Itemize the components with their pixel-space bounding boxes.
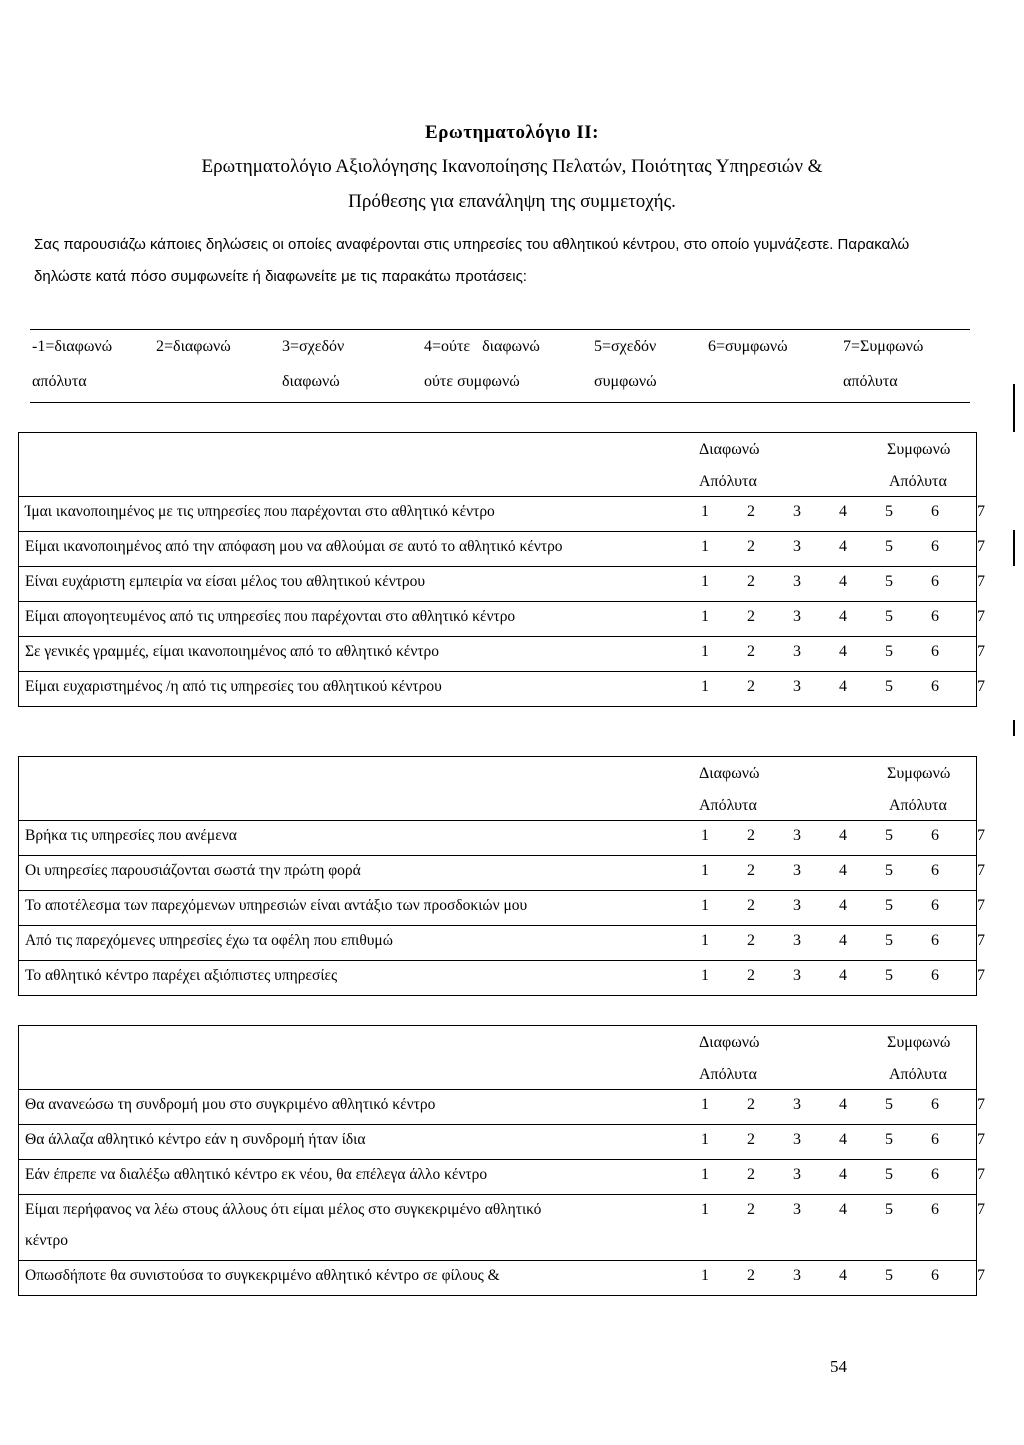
rating-option-4[interactable]: 4: [839, 1267, 847, 1284]
rating-option-4[interactable]: 4: [839, 503, 847, 520]
rating-option-2[interactable]: 2: [747, 503, 755, 520]
table-row: [19, 671, 985, 706]
document-subtitle-line2: Πρόθεσης για επανάληψη της συμμετοχής.: [348, 191, 676, 212]
rating-option-3[interactable]: 3: [793, 932, 801, 949]
rating-option-2[interactable]: 2: [747, 1201, 755, 1218]
rating-option-4[interactable]: 4: [839, 862, 847, 879]
scan-edge-mark: [1013, 720, 1015, 736]
rating-option-7[interactable]: 7: [977, 643, 985, 660]
table-row: [19, 636, 985, 671]
header-disagree-absolutely-label: Απόλυτα: [699, 1066, 757, 1083]
rating-option-1[interactable]: 1: [701, 897, 709, 914]
statement-text: Είναι ευχάριστη εμπειρία να είσαι μέλος του αθλητικού κέντρου: [25, 573, 426, 590]
rating-option-4[interactable]: 4: [839, 1131, 847, 1148]
scale-1-sublabel: απόλυτα: [32, 373, 87, 390]
rating-option-1[interactable]: 1: [701, 608, 709, 625]
rating-option-6[interactable]: 6: [931, 643, 939, 660]
statement-text: Ίμαι ικανοποιημένος με τις υπηρεσίες που παρέχονται στο αθλητικό κέντρο: [25, 503, 495, 520]
rating-option-2[interactable]: 2: [747, 643, 755, 660]
table-row: [19, 1124, 985, 1159]
rating-option-4[interactable]: 4: [839, 1201, 847, 1218]
scale-4-label: 4=ούτε διαφωνώ: [424, 338, 540, 355]
rating-option-1[interactable]: 1: [701, 827, 709, 844]
rating-option-2[interactable]: 2: [747, 538, 755, 555]
intro-text-line1: Σας παρουσιάζω κάποιες δηλώσεις οι οποίες αναφέρονται στις υπηρεσίες του αθλητικού κέντρου, στο οποίο γυμνάζεστε. Παρακαλώ: [34, 236, 910, 253]
scale-bottom-rule: [30, 402, 970, 403]
rating-option-3[interactable]: 3: [793, 643, 801, 660]
statement-text: Βρήκα τις υπηρεσίες που ανέμενα: [25, 827, 237, 844]
scale-1-label: -1=διαφωνώ: [32, 338, 113, 355]
header-agree-label: Συμφωνώ: [887, 1034, 951, 1051]
table-row: [19, 531, 985, 566]
rating-option-2[interactable]: 2: [747, 862, 755, 879]
rating-option-1[interactable]: 1: [701, 932, 709, 949]
table-row: [19, 960, 985, 995]
rating-option-3[interactable]: 3: [793, 862, 801, 879]
rating-option-6[interactable]: 6: [931, 1096, 939, 1113]
rating-option-5[interactable]: 5: [885, 1267, 893, 1284]
rating-option-7[interactable]: 7: [977, 897, 985, 914]
rating-option-1[interactable]: 1: [701, 538, 709, 555]
rating-option-3[interactable]: 3: [793, 1267, 801, 1284]
rating-option-1[interactable]: 1: [701, 573, 709, 590]
rating-option-5[interactable]: 5: [885, 1201, 893, 1218]
rating-option-7[interactable]: 7: [977, 503, 985, 520]
rating-option-7[interactable]: 7: [977, 827, 985, 844]
statement-text: Οπωσδήποτε θα συνιστούσα το συγκεκριμένο αθλητικό κέντρο σε φίλους &: [25, 1267, 500, 1284]
rating-option-7[interactable]: 7: [977, 1201, 985, 1218]
table-row: [19, 1089, 985, 1124]
statement-text: Θα ανανεώσω τη συνδρομή μου στο συγκριμένο αθλητικό κέντρο: [25, 1096, 436, 1113]
rating-option-7[interactable]: 7: [977, 1131, 985, 1148]
scale-5-sublabel: συμφωνώ: [594, 373, 657, 390]
rating-option-5[interactable]: 5: [885, 538, 893, 555]
statement-text: Είμαι απογοητευμένος από τις υπηρεσίες που παρέχονται στο αθλητικό κέντρο: [25, 608, 516, 625]
rating-option-7[interactable]: 7: [977, 1166, 985, 1183]
rating-option-7[interactable]: 7: [977, 967, 985, 984]
header-disagree-absolutely-label: Απόλυτα: [699, 473, 757, 490]
rating-option-2[interactable]: 2: [747, 678, 755, 695]
rating-option-3[interactable]: 3: [793, 967, 801, 984]
table-header: [19, 1026, 976, 1089]
statement-text: Το αποτέλεσμα των παρεχόμενων υπηρεσιών είναι αντάξιο των προσδοκιών μου: [25, 897, 528, 914]
rating-option-6[interactable]: 6: [931, 897, 939, 914]
document-title: Ερωτηματολόγιο II:: [425, 122, 599, 143]
rating-option-7[interactable]: 7: [977, 538, 985, 555]
table-row: [19, 925, 985, 960]
rating-option-2[interactable]: 2: [747, 827, 755, 844]
rating-option-4[interactable]: 4: [839, 1166, 847, 1183]
rating-option-5[interactable]: 5: [885, 1166, 893, 1183]
rating-option-3[interactable]: 3: [793, 573, 801, 590]
rating-option-5[interactable]: 5: [885, 1131, 893, 1148]
header-disagree-label: Διαφωνώ: [699, 1034, 760, 1051]
rating-option-4[interactable]: 4: [839, 538, 847, 555]
statement-text: Εάν έπρεπε να διαλέξω αθλητικό κέντρο εκ νέου, θα επέλεγα άλλο κέντρο: [25, 1166, 488, 1183]
rating-option-7[interactable]: 7: [977, 932, 985, 949]
rating-option-1[interactable]: 1: [701, 678, 709, 695]
rating-option-3[interactable]: 3: [793, 503, 801, 520]
statement-text: Οι υπηρεσίες παρουσιάζονται σωστά την πρώτη φορά: [25, 862, 361, 879]
scale-7-sublabel: απόλυτα: [843, 373, 898, 390]
rating-option-1[interactable]: 1: [701, 1166, 709, 1183]
rating-option-1[interactable]: 1: [701, 1131, 709, 1148]
scale-5-label: 5=σχεδόν: [594, 338, 657, 355]
table-header: [19, 757, 976, 820]
scale-3-sublabel: διαφωνώ: [282, 373, 340, 390]
header-disagree-absolutely-label: Απόλυτα: [699, 797, 757, 814]
rating-option-1[interactable]: 1: [701, 1096, 709, 1113]
table-row: [19, 566, 985, 601]
rating-option-5[interactable]: 5: [885, 897, 893, 914]
statement-text: Από τις παρεχόμενες υπηρεσίες έχω τα οφέλη που επιθυμώ: [25, 932, 393, 949]
header-agree-label: Συμφωνώ: [887, 765, 951, 782]
rating-option-4[interactable]: 4: [839, 643, 847, 660]
rating-option-6[interactable]: 6: [931, 538, 939, 555]
table-row: [19, 1159, 985, 1194]
header-agree-label: Συμφωνώ: [887, 441, 951, 458]
rating-option-3[interactable]: 3: [793, 897, 801, 914]
rating-option-6[interactable]: 6: [931, 1131, 939, 1148]
rating-option-5[interactable]: 5: [885, 608, 893, 625]
rating-option-6[interactable]: 6: [931, 608, 939, 625]
rating-option-4[interactable]: 4: [839, 573, 847, 590]
rating-option-6[interactable]: 6: [931, 862, 939, 879]
rating-option-2[interactable]: 2: [747, 1267, 755, 1284]
rating-option-4[interactable]: 4: [839, 897, 847, 914]
scale-4-sublabel: ούτε συμφωνώ: [424, 373, 520, 390]
rating-option-6[interactable]: 6: [931, 1201, 939, 1218]
rating-option-6[interactable]: 6: [931, 1267, 939, 1284]
rating-option-5[interactable]: 5: [885, 1096, 893, 1113]
statement-text: Είμαι ικανοποιημένος από την απόφαση μου να αθλούμαι σε αυτό το αθλητικό κέντρο: [25, 538, 563, 555]
rating-option-3[interactable]: 3: [793, 678, 801, 695]
statement-text: Είμαι ευχαριστημένος /η από τις υπηρεσίες του αθλητικού κέντρου: [25, 678, 442, 695]
satisfaction-table: [18, 432, 985, 707]
rating-option-1[interactable]: 1: [701, 643, 709, 660]
header-agree-absolutely-label: Απόλυτα: [889, 473, 947, 490]
rating-option-4[interactable]: 4: [839, 932, 847, 949]
rating-option-3[interactable]: 3: [793, 1131, 801, 1148]
intro-text-line2: δηλώστε κατά πόσο συμφωνείτε ή διαφωνείτε με τις παρακάτω προτάσεις:: [34, 268, 527, 285]
rating-option-3[interactable]: 3: [793, 1096, 801, 1113]
rating-option-4[interactable]: 4: [839, 678, 847, 695]
rating-option-5[interactable]: 5: [885, 573, 893, 590]
rating-option-5[interactable]: 5: [885, 678, 893, 695]
rating-option-3[interactable]: 3: [793, 1166, 801, 1183]
page-number: 54: [830, 1357, 847, 1376]
rating-option-7[interactable]: 7: [977, 1096, 985, 1113]
rating-option-7[interactable]: 7: [977, 573, 985, 590]
rating-option-1[interactable]: 1: [701, 1201, 709, 1218]
rating-option-1[interactable]: 1: [701, 967, 709, 984]
scale-6-label: 6=συμφωνώ: [708, 338, 788, 355]
rating-option-5[interactable]: 5: [885, 932, 893, 949]
statement-text: Σε γενικές γραμμές, είμαι ικανοποιημένος από το αθλητικό κέντρο: [25, 643, 440, 660]
statement-text-continued: κέντρο: [25, 1232, 69, 1249]
table-row: [19, 496, 985, 531]
scale-7-label: 7=Συμφωνώ: [843, 338, 924, 355]
table-row: [19, 890, 985, 925]
rating-option-2[interactable]: 2: [747, 1166, 755, 1183]
rating-option-6[interactable]: 6: [931, 1166, 939, 1183]
table-row: [19, 855, 985, 890]
repurchase-intention-table: [18, 1025, 985, 1296]
rating-option-2[interactable]: 2: [747, 573, 755, 590]
rating-option-4[interactable]: 4: [839, 827, 847, 844]
rating-option-2[interactable]: 2: [747, 967, 755, 984]
rating-option-4[interactable]: 4: [839, 1096, 847, 1113]
rating-option-4[interactable]: 4: [839, 967, 847, 984]
rating-option-7[interactable]: 7: [977, 1267, 985, 1284]
rating-option-1[interactable]: 1: [701, 1267, 709, 1284]
rating-option-3[interactable]: 3: [793, 608, 801, 625]
table-row: [19, 1194, 985, 1260]
header-disagree-label: Διαφωνώ: [699, 441, 760, 458]
rating-option-3[interactable]: 3: [793, 827, 801, 844]
rating-option-5[interactable]: 5: [885, 967, 893, 984]
table-row: [19, 1260, 985, 1295]
rating-option-7[interactable]: 7: [977, 862, 985, 879]
rating-option-6[interactable]: 6: [931, 967, 939, 984]
rating-option-6[interactable]: 6: [931, 932, 939, 949]
header-disagree-label: Διαφωνώ: [699, 765, 760, 782]
rating-option-5[interactable]: 5: [885, 643, 893, 660]
rating-option-3[interactable]: 3: [793, 1201, 801, 1218]
statement-text: Θα άλλαζα αθλητικό κέντρο εάν η συνδρομή ήταν ίδια: [25, 1131, 366, 1148]
statement-text: Το αθλητικό κέντρο παρέχει αξιόπιστες υπηρεσίες: [25, 967, 338, 984]
rating-option-4[interactable]: 4: [839, 608, 847, 625]
rating-option-2[interactable]: 2: [747, 1096, 755, 1113]
rating-option-2[interactable]: 2: [747, 897, 755, 914]
scan-edge-mark: [1013, 384, 1015, 432]
rating-option-3[interactable]: 3: [793, 538, 801, 555]
rating-option-2[interactable]: 2: [747, 932, 755, 949]
rating-option-6[interactable]: 6: [931, 827, 939, 844]
rating-option-6[interactable]: 6: [931, 573, 939, 590]
scale-3-label: 3=σχεδόν: [282, 338, 345, 355]
rating-option-5[interactable]: 5: [885, 862, 893, 879]
scale-2-label: 2=διαφωνώ: [156, 338, 231, 355]
table-header: [19, 433, 976, 496]
rating-option-7[interactable]: 7: [977, 608, 985, 625]
statement-text: Είμαι περήφανος να λέω στους άλλους ότι είμαι μέλος στο συγκεκριμένο αθλητικό: [25, 1201, 542, 1218]
rating-option-6[interactable]: 6: [931, 503, 939, 520]
scan-edge-mark: [1013, 530, 1015, 566]
document-subtitle-line1: Ερωτηματολόγιο Αξιολόγησης Ικανοποίησης Πελατών, Ποιότητας Υπηρεσιών &: [201, 156, 823, 177]
table-row: [19, 820, 985, 855]
rating-option-1[interactable]: 1: [701, 862, 709, 879]
rating-option-2[interactable]: 2: [747, 1131, 755, 1148]
rating-option-2[interactable]: 2: [747, 608, 755, 625]
rating-option-1[interactable]: 1: [701, 503, 709, 520]
rating-option-7[interactable]: 7: [977, 678, 985, 695]
rating-option-5[interactable]: 5: [885, 503, 893, 520]
table-row: [19, 601, 985, 636]
service-quality-table: [18, 756, 985, 996]
header-agree-absolutely-label: Απόλυτα: [889, 797, 947, 814]
rating-option-6[interactable]: 6: [931, 678, 939, 695]
rating-option-5[interactable]: 5: [885, 827, 893, 844]
header-agree-absolutely-label: Απόλυτα: [889, 1066, 947, 1083]
scale-top-rule: [30, 329, 970, 330]
